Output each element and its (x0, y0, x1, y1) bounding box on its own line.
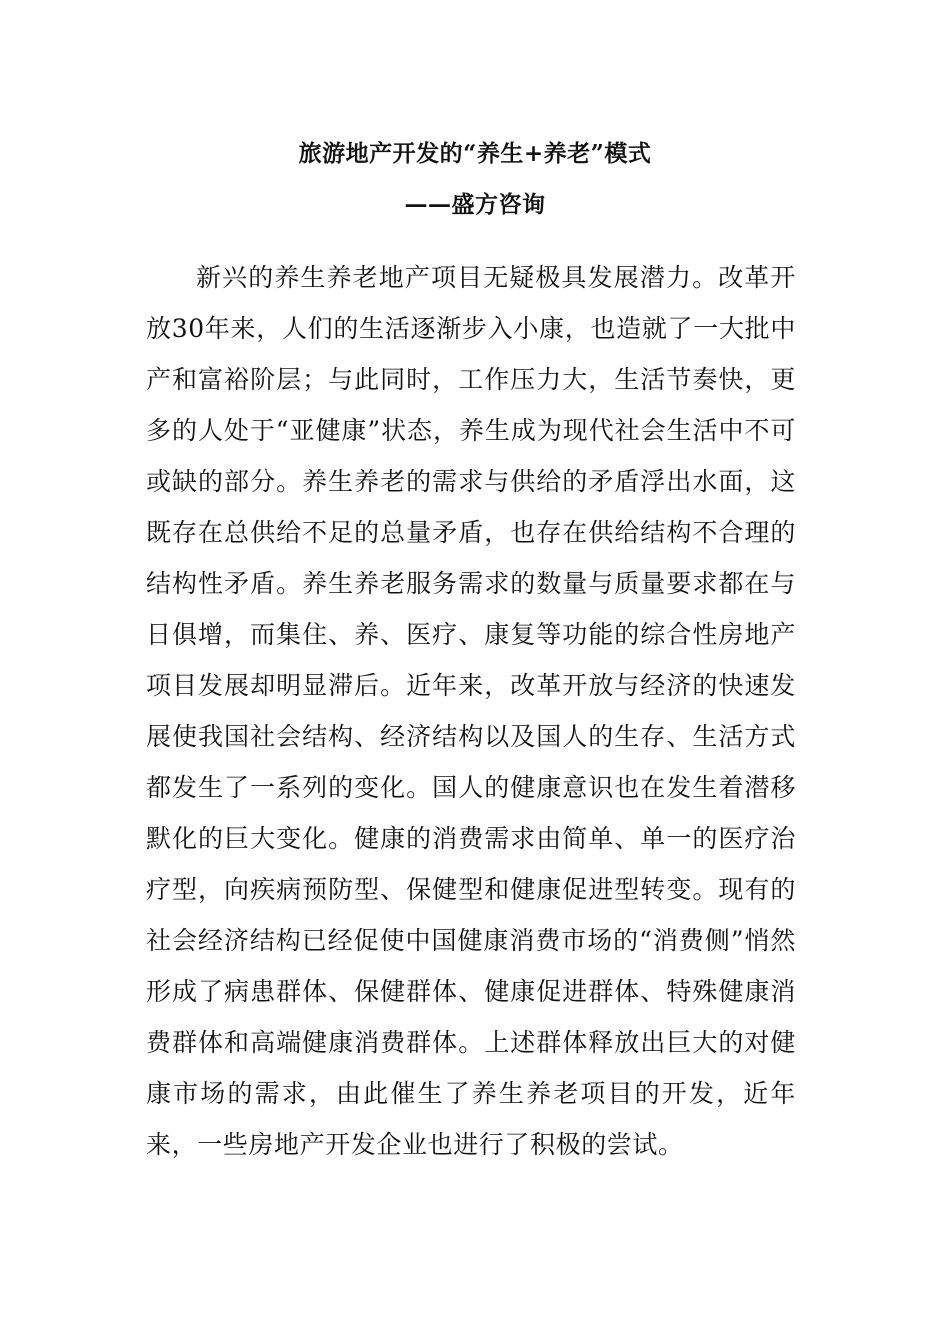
document-title: 旅游地产开发的“养生+养老”模式 (298, 140, 652, 167)
document-subtitle: ——盛方咨询 (404, 191, 546, 218)
body-paragraph: 新兴的养生养老地产项目无疑极具发展潜力。改革开放30年来，人们的生活逐渐步入小康，也造就了一大批中产和富裕阶层；与此同时，工作压力大，生活节奏快，更多的人处于“亚健康”状态，养生成为现代社会生活中不可或缺的部分。养生养老的需求与供给的矛盾浮出水面，这既存在总供给不足的总量矛盾，也存在供给结构不合理的结构性矛盾。养生养老服务需求的数量与质量要求都在与日俱增，而集住、养、医疗、康复等功能的综合性房地产项目发展却明显滞后。近年来，改革开放与经济的快速发展使我国社会结构、经济结构以及国人的生存、生活方式都发生了一系列的变化。国人的健康意识也在发生着潜移默化的巨大变化。健康的消费需求由简单、单一的医疗治疗型，向疾病预防型、保健型和健康促进型转变。现有的社会经济结构已经促使中国健康消费市场的“消费侧”悄然形成了病患群体、保健群体、健康促进群体、特殊健康消费群体和高端健康消费群体。上述群体释放出巨大的对健康市场的需求，由此催生了养生养老项目的开发，近年来，一些房地产开发企业也进行了积极的尝试。 (146, 263, 796, 1159)
